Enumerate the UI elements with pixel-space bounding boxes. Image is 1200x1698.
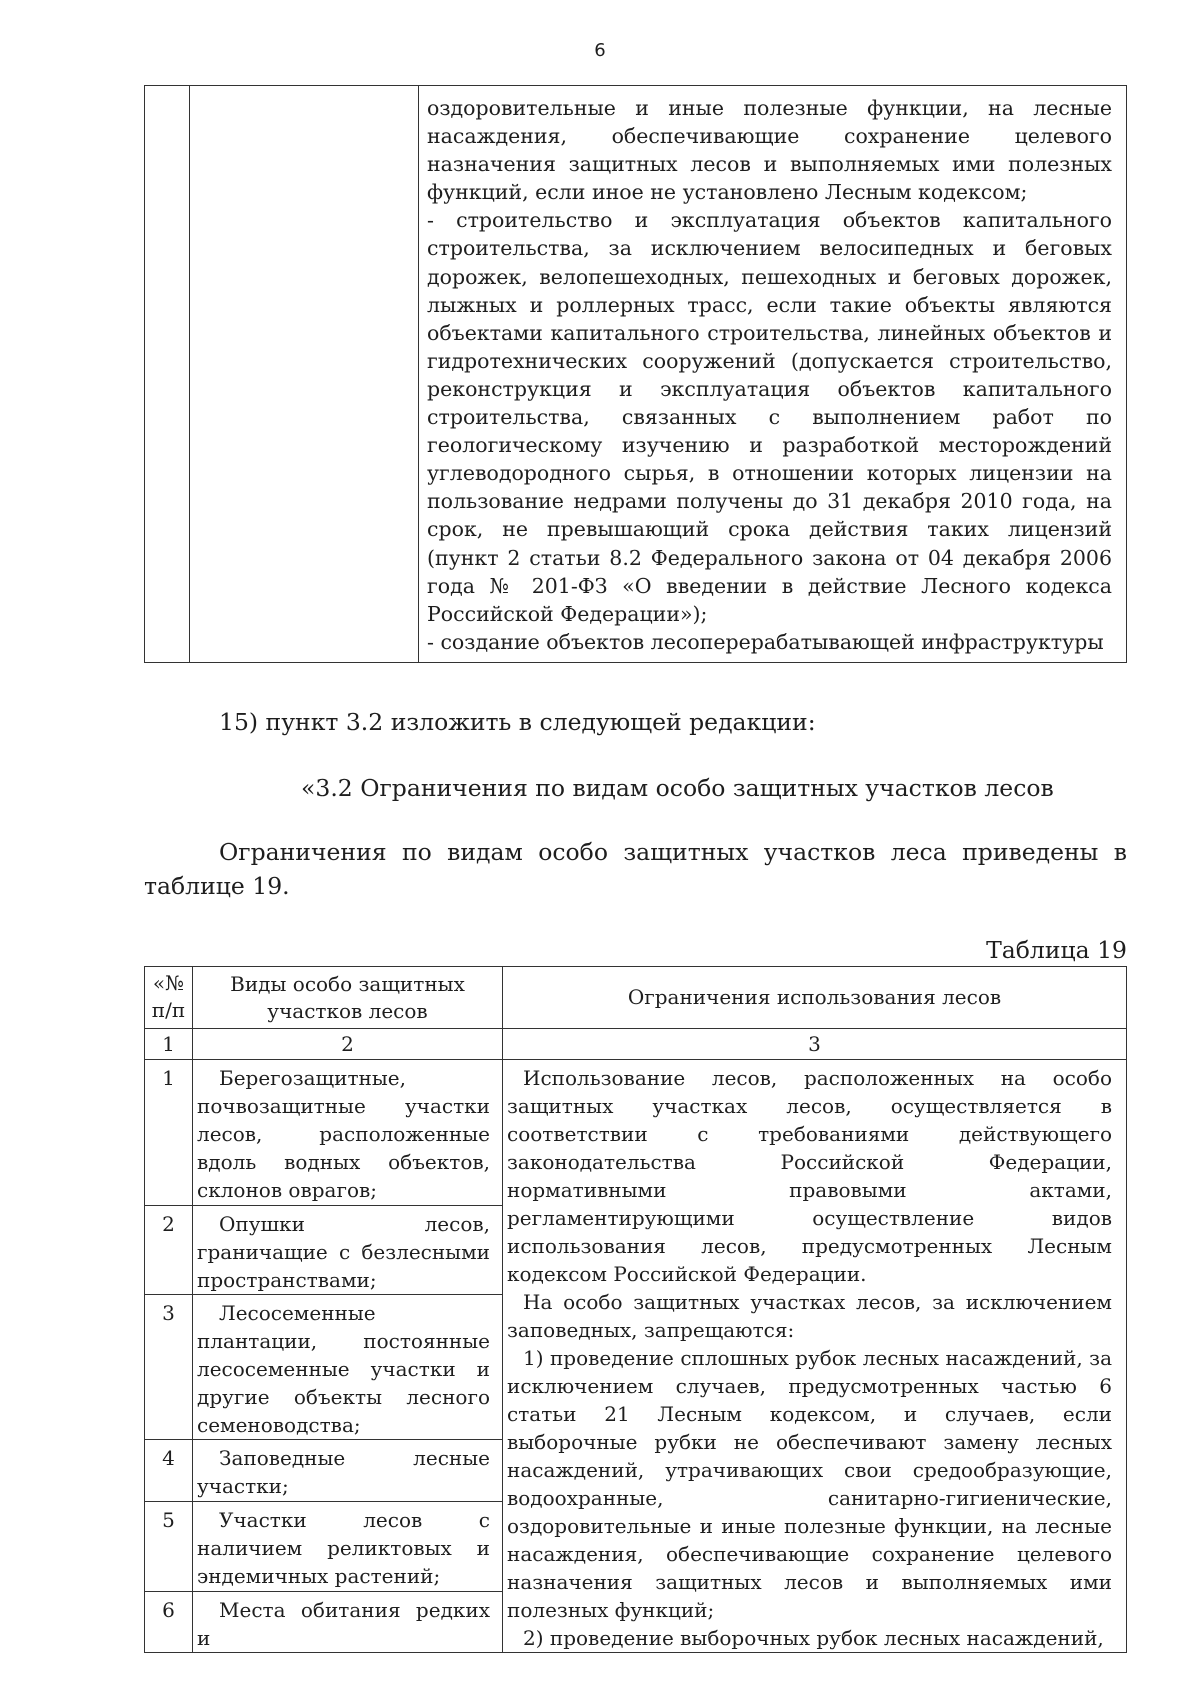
column-number: 1 — [145, 1029, 193, 1060]
table-caption: Таблица 19 — [986, 936, 1127, 964]
header-kind: Виды особо защитных участков лесов — [193, 967, 503, 1029]
column-number: 2 — [193, 1029, 503, 1060]
restrictions-cell — [503, 1060, 1127, 1653]
zone-kind: Места обитания редких и — [193, 1592, 503, 1653]
table-19 — [144, 966, 1127, 1653]
restriction-paragraph: 1) проведение сплошных рубок лесных насаждений, за исключением случаев, предусмотренных частью 6 статьи 21 Лесным кодексом, и случаев, если выборочные рубки не обеспечивают замену лесных насаждений, утрачивающих свои средообразующие, водоохранные, санитарно-гигиенические, оздоровительные и иные полезные функции, на лесные насаждения, обеспечивающие сохранение целевого назначения защитных лесов и выполняемых ими полезных функций; — [507, 1346, 1112, 1622]
row-number: 1 — [145, 1060, 193, 1206]
continuation-cell-text — [419, 86, 1127, 663]
zone-kind: Участки лесов с наличием реликтовых и эндемичных растений; — [193, 1502, 503, 1592]
row-number: 2 — [145, 1206, 193, 1295]
restriction-paragraph: Использование лесов, расположенных на особо защитных участках лесов, осуществляется в соответствии с требованиями действующего законодательства Российской Федерации, нормативными правовыми актами, регламентирующими осуществление видов использования лесов, предусмотренных Лесным кодексом Российской Федерации. — [507, 1066, 1112, 1286]
continuation-cell-num — [145, 86, 190, 663]
restriction-paragraph: 2) проведение выборочных рубок лесных насаждений, — [523, 1626, 1104, 1650]
restriction-paragraph: На особо защитных участках лесов, за исключением заповедных, запрещаются: — [507, 1290, 1112, 1342]
continuation-table — [144, 85, 1127, 663]
continuation-paragraph: оздоровительные и иные полезные функции, на лесные насаждения, обеспечивающие сохранение целевого назначения защитных лесов и выполняемых ими полезных функций, если иное не установлено Лесным кодексом; — [427, 96, 1112, 205]
zone-kind: Берегозащитные, почвозащитные участки лесов, расположенные вдоль водных объектов, склонов оврагов; — [193, 1060, 503, 1206]
page-number: 6 — [594, 40, 606, 61]
row-number: 3 — [145, 1295, 193, 1440]
header-restrictions: Ограничения использования лесов — [503, 967, 1127, 1029]
row-number: 4 — [145, 1440, 193, 1502]
continuation-paragraph: - строительство и эксплуатация объектов капитального строительства, за исключением велосипедных и беговых дорожек, велопешеходных, пешеходных и беговых дорожек, лыжных и роллерных трасс, если такие объекты являются объектами капитального строительства, линейных объектов и гидротехнических сооружений (допускается строительство, реконструкция и эксплуатация объектов капитального строительства, связанных с выполнением работ по геологическому изучению и разработкой месторождений углеводородного сырья, в отношении которых лицензии на пользование недрами получены до 31 декабря 2010 года, на срок, не превышающий срока действия таких лицензий (пункт 2 статьи 8.2 Федерального закона от 04 декабря 2006 года № 201-ФЗ «О введении в действие Лесного кодекса Российской Федерации»); — [427, 208, 1112, 626]
continuation-cell-kind — [190, 86, 419, 663]
header-num: «№ п/п — [145, 967, 193, 1029]
section-heading: «3.2 Ограничения по видам особо защитных участков лесов — [301, 774, 1054, 802]
zone-kind: Опушки лесов, граничащие с безлесными пространствами; — [193, 1206, 503, 1295]
column-number: 3 — [503, 1029, 1127, 1060]
row-number: 6 — [145, 1592, 193, 1653]
continuation-paragraph: - создание объектов лесоперерабатывающей инфраструктуры — [427, 629, 1104, 654]
amendment-item-15: 15) пункт 3.2 изложить в следующей редакции: — [219, 708, 816, 736]
zone-kind: Лесосеменные плантации, постоянные лесосеменные участки и другие объекты лесного семеноводства; — [193, 1295, 503, 1440]
zone-kind: Заповедные лесные участки; — [193, 1440, 503, 1502]
intro-paragraph: Ограничения по видам особо защитных участков леса приведены в таблице 19. — [144, 838, 1127, 900]
row-number: 5 — [145, 1502, 193, 1592]
